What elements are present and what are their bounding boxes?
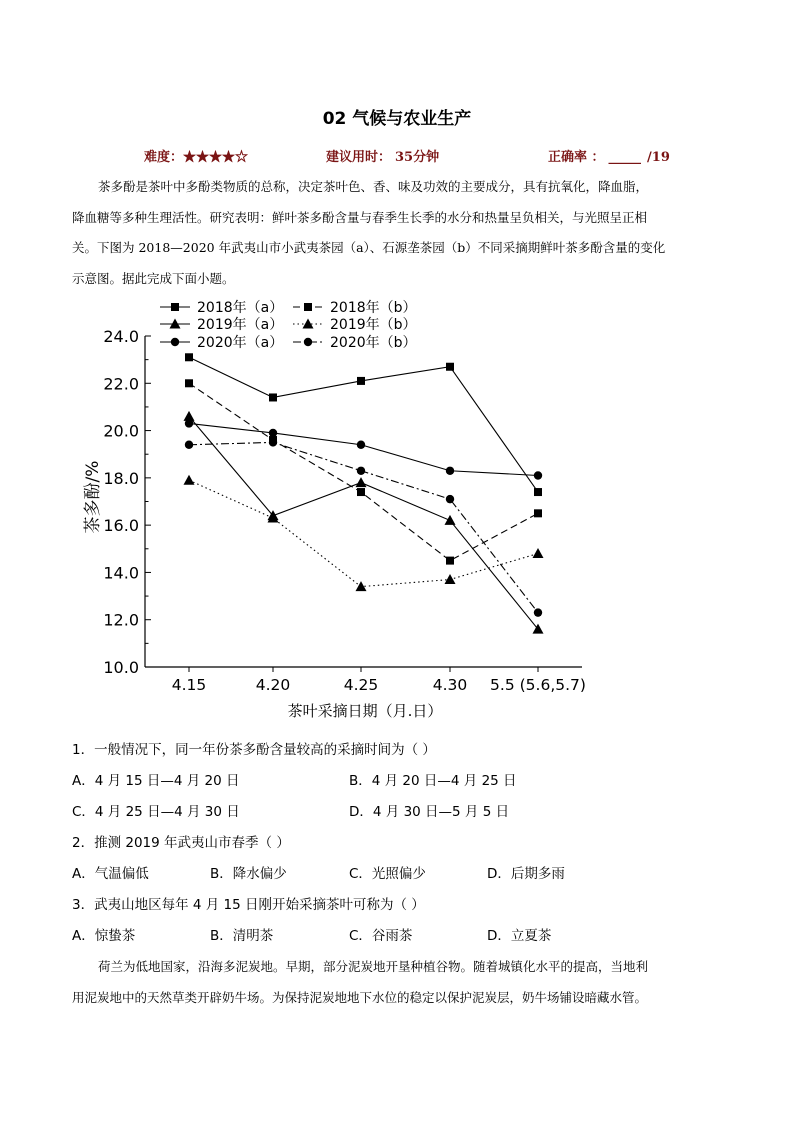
chart-axes — [103, 327, 586, 694]
legend-label: 2018年（a） — [197, 300, 284, 316]
y-tick-label: 22.0 — [103, 374, 139, 394]
data-point — [185, 419, 193, 427]
legend-label: 2020年（b） — [330, 335, 417, 351]
page-title: 02 气候与农业生产 — [322, 109, 472, 129]
outro-paragraph — [72, 952, 717, 1013]
tea-polyphenol-chart — [0, 292, 794, 732]
chart-legend — [160, 299, 417, 351]
accuracy-total: /19 — [647, 150, 670, 165]
accuracy-label: 正确率 ： — [548, 150, 605, 165]
q1-option-a[interactable]: A．4 月 15 日—4 月 20 日 — [72, 773, 240, 789]
time-info — [326, 146, 439, 165]
y-tick-label: 20.0 — [103, 421, 139, 441]
time-value: 35分钟 — [395, 150, 440, 165]
x-tick-label: 4.20 — [255, 676, 291, 694]
q1-option-c[interactable]: C．4 月 25 日—4 月 30 日 — [72, 804, 240, 820]
legend-marker — [304, 338, 312, 346]
data-point — [445, 574, 456, 584]
data-point — [356, 477, 367, 487]
data-point — [357, 467, 365, 475]
q1-option-b[interactable]: B．4 月 20 日—4 月 25 日 — [349, 773, 517, 789]
q2-option-a[interactable]: A．气温偏低 — [72, 866, 149, 882]
y-tick-label: 18.0 — [103, 468, 139, 488]
question-1-stem: 1．一般情况下，同一年份茶多酚含量较高的采摘时间为（ ） — [72, 742, 436, 758]
data-point — [269, 393, 277, 401]
data-point — [534, 509, 542, 517]
data-point — [185, 379, 193, 387]
intro-line: 降血糖等多种生理活性。研究表明：鲜叶茶多酚含量与春季生长季的水分和热量呈负相关，与光照呈正相 — [72, 209, 648, 225]
data-point — [357, 377, 365, 385]
difficulty-label: 难度： — [144, 150, 184, 165]
legend-marker — [171, 303, 179, 311]
x-tick-label: 4.15 — [171, 676, 207, 694]
x-axis-label: 茶叶采摘日期（月.日） — [287, 702, 443, 720]
intro-line: 示意图。据此完成下面小题。 — [72, 270, 235, 286]
legend-label: 2020年（a） — [197, 335, 284, 351]
q3-option-d[interactable]: D．立夏茶 — [487, 928, 552, 944]
data-point — [534, 471, 542, 479]
y-axis-label: 茶多酚/% — [83, 460, 103, 534]
q3-option-c[interactable]: C．谷雨茶 — [349, 928, 413, 944]
data-point — [445, 515, 456, 525]
outro-line: 荷兰为低地国家，沿海多泥炭地。早期，部分泥炭地开垦种植谷物。随着城镇化水平的提高，当地利 — [98, 959, 649, 974]
outro-line: 用泥炭地中的天然草类开辟奶牛场。为保持泥炭地地下水位的稳定以保护泥炭层，奶牛场铺设暗藏水管。 — [72, 989, 648, 1005]
legend-marker — [171, 338, 179, 346]
q2-option-b[interactable]: B．降水偏少 — [210, 866, 287, 882]
q3-option-a[interactable]: A．惊蛰茶 — [72, 928, 136, 944]
data-point — [184, 475, 195, 485]
y-tick-label: 10.0 — [103, 658, 139, 677]
data-point — [269, 429, 277, 437]
question-2-stem: 2．推测 2019 年武夷山市春季（ ） — [72, 835, 290, 851]
data-point — [446, 467, 454, 475]
difficulty-stars: ★★★★☆ — [183, 150, 249, 165]
series-line — [189, 416, 538, 629]
data-point — [185, 353, 193, 361]
q2-option-c[interactable]: C．光照偏少 — [349, 866, 426, 882]
question-3-stem: 3．武夷山地区每年 4 月 15 日刚开始采摘茶叶可称为（ ） — [72, 897, 425, 913]
intro-line: 茶多酚是茶叶中多酚类物质的总称，决定茶叶色、香、味及功效的主要成分，具有抗氧化，降血脂， — [98, 179, 649, 194]
q3-option-b[interactable]: B．清明茶 — [210, 928, 274, 944]
difficulty-info — [144, 146, 248, 165]
y-tick-label: 12.0 — [103, 610, 139, 630]
x-tick-label: 4.30 — [432, 676, 468, 694]
legend-label: 2019年（b） — [330, 317, 417, 333]
intro-line: 关。下图为 2018—2020 年武夷山市小武夷茶园（a）、石源垄茶园（b）不同采摘期鲜叶茶多酚含量的变化 — [72, 240, 666, 255]
y-tick-label: 24.0 — [103, 327, 139, 346]
chart-series — [184, 353, 544, 633]
legend-marker — [304, 303, 312, 311]
accuracy-blank[interactable]: _____ — [608, 150, 642, 165]
series-line — [189, 480, 538, 586]
data-point — [534, 488, 542, 496]
q1-option-d[interactable]: D．4 月 30 日—5 月 5 日 — [349, 804, 510, 820]
data-point — [269, 438, 277, 446]
data-point — [534, 608, 542, 616]
y-tick-label: 16.0 — [103, 516, 139, 536]
x-tick-label: 5.5 (5.6,5.7) — [490, 676, 586, 694]
data-point — [357, 488, 365, 496]
legend-label: 2018年（b） — [330, 300, 417, 316]
data-point — [446, 557, 454, 565]
intro-paragraph — [72, 172, 717, 294]
data-point — [533, 548, 544, 558]
data-point — [357, 441, 365, 449]
q2-option-d[interactable]: D．后期多雨 — [487, 866, 565, 882]
y-tick-label: 14.0 — [103, 563, 139, 583]
data-point — [446, 363, 454, 371]
time-label: 建议用时： — [326, 150, 392, 165]
legend-label: 2019年（a） — [197, 317, 284, 333]
accuracy-info — [548, 146, 670, 165]
data-point — [446, 495, 454, 503]
x-tick-label: 4.25 — [343, 676, 379, 694]
data-point — [185, 441, 193, 449]
